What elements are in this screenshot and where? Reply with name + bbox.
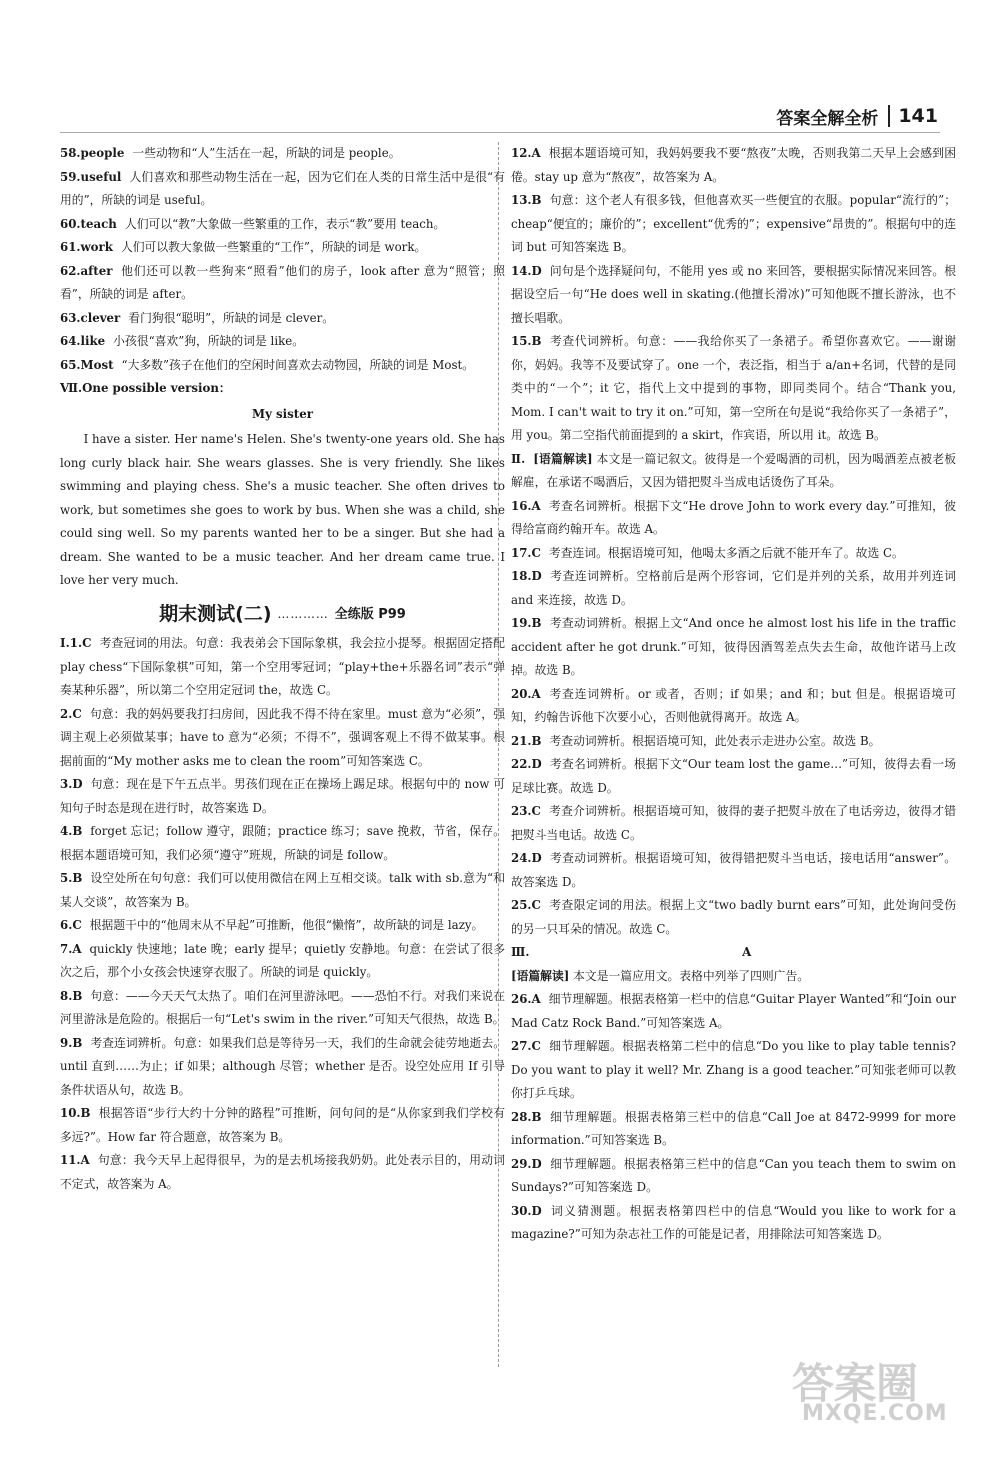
- answer-number: Ⅰ.1.C: [60, 636, 92, 650]
- answer-explanation: 考查动词辨析。根据语境可知，彼得错把熨斗当电话，接电话用“answer”。故答案选 D。: [511, 851, 956, 889]
- answer-entry: [511, 847, 956, 894]
- answer-entry: [60, 773, 505, 820]
- answer-explanation: 细节理解题。根据表格第二栏中的信息“Do you like to play table tennis? Do you want to play it well? Mr. Zhang is a good teacher.”可知张老师可以教你打乒乓球。: [511, 1039, 956, 1100]
- answer-explanation: 他们还可以教一些狗来“照看”他们的房子，look after 意为“照管；照看”，所缺的词是 after。: [60, 263, 505, 301]
- answer-number: 17.C: [511, 545, 541, 560]
- answer-explanation: 考查动词辨析。根据上文“And once he almost lost his life in the traffic accident after he got drunk.”可知，彼得因酒驾差点失去生命，故他许诺马上改掉。故选 B。: [511, 616, 956, 677]
- answer-entry: [511, 1106, 956, 1153]
- answer-entry: [60, 307, 505, 331]
- answer-explanation: 考查名词辨析。根据下文“He drove John to work every day.”可推知，彼得给富商约翰开车。故选 A。: [511, 498, 956, 536]
- page-header: [776, 96, 938, 136]
- answer-entry: [60, 236, 505, 260]
- answer-entry: [511, 330, 956, 448]
- answer-entry: [511, 988, 956, 1035]
- answer-explanation: 考查限定词的用法。根据上文“two badly burnt ears”可知，此处询问受伤的另一只耳朵的情况。故选 C。: [511, 898, 956, 936]
- answer-entry: [511, 1153, 956, 1200]
- exam-title-bar: [60, 603, 505, 627]
- answer-entry: [511, 1200, 956, 1247]
- answer-number: 27.C: [511, 1039, 541, 1053]
- passage-2-tag: [语篇解读]: [533, 451, 593, 466]
- answer-entry: [511, 1035, 956, 1106]
- answer-explanation: 考查连词辨析。空格前后是两个形容词，它们是并列的关系，故用并列连词 and 来连接，故选 D。: [511, 569, 956, 607]
- answer-number: 2.C: [60, 706, 82, 721]
- answer-explanation: 句意：这个老人有很多钱，但他喜欢买一些便宜的衣服。popular“流行的”；cheap“便宜的；廉价的”；excellent“优秀的”；expensive“昂贵的”。根据句中的连词 but 可知答案选 B。: [511, 193, 956, 254]
- answer-entry: [60, 820, 505, 867]
- writing-section-heading: Ⅶ.One possible version：: [60, 381, 231, 395]
- answer-explanation: 根据题干中的“他周末从不早起”可推断，他很“懒惰”，故所缺的词是 lazy。: [89, 918, 484, 932]
- answer-entry: [60, 914, 505, 938]
- answer-number: 9.B: [60, 1035, 83, 1050]
- answer-entry: [511, 565, 956, 612]
- answer-explanation: “大多数”孩子在他们的空闲时间喜欢去动物园，所缺的词是 Most。: [121, 357, 475, 372]
- answer-number: 26.A: [511, 992, 541, 1006]
- answer-number: 8.B: [60, 988, 83, 1003]
- answer-number: 64.like: [60, 334, 106, 348]
- answer-number: 19.B: [511, 616, 542, 630]
- essay-body: I have a sister. Her name's Helen. She's twenty-one years old. She has long curly black hair. She wears glasses. She is very friendly. She likes swimming and playing chess. She's a music teacher. She often drives to work, but sometimes she goes to work by bus. When she was a child, she could sing well. So my parents wanted her to be a singer. But she had a dream. She wanted to be a music teacher. And her dream came true. I love her very much.: [60, 432, 505, 587]
- answer-number: 25.C: [511, 898, 541, 912]
- right-column: [511, 142, 956, 1247]
- answer-entry: [60, 1032, 505, 1103]
- answer-entry: [511, 189, 956, 260]
- answer-entry: [60, 260, 505, 307]
- answer-explanation: 人们喜欢和那些动物生活在一起，因为它们在人类的日常生活中是很“有用的”，所缺的词是 useful。: [60, 169, 505, 207]
- answer-explanation: 看门狗很“聪明”，所缺的词是 clever。: [128, 310, 335, 325]
- answer-entry: [60, 867, 505, 914]
- answer-entry: [60, 703, 505, 774]
- answer-list-a: [511, 142, 956, 448]
- answer-explanation: 细节理解题。根据表格第三栏中的信息“Can you teach them to swim on Sundays?”可知答案选 D。: [511, 1156, 956, 1194]
- answer-explanation: 考查连词辨析。句意：如果我们总是等待另一天，我们的生命就会徒劳地逝去。until 直到……为止；if 如果；although 尽管；whether 是否。设空处应用 If 引导条件状语从句，故选 B。: [60, 1035, 505, 1097]
- answer-entry: [511, 495, 956, 542]
- answer-explanation: 细节理解题。根据表格第一栏中的信息“Guitar Player Wanted”和“Join our Mad Catz Rock Band.”可知答案选 A。: [511, 992, 956, 1030]
- answer-list-top: [60, 142, 505, 377]
- answer-number: 24.D: [511, 851, 542, 865]
- passage-3-text: 本文是一篇应用文。表格中列举了四则广告。: [573, 968, 810, 983]
- answer-number: 15.B: [511, 334, 542, 348]
- answer-number: 3.D: [60, 777, 83, 791]
- passage-3-tag: [语篇解读]: [511, 968, 570, 983]
- passage-3-heading: [511, 941, 956, 965]
- answer-number: 12.A: [511, 146, 541, 160]
- page-number: 141: [888, 105, 938, 127]
- answer-explanation: forget 忘记；follow 遵守，跟随；practice 练习；save 挽救，节省，保存。根据本题语境可知，我们必须“遵守”班规，所缺的词是 follow。: [60, 824, 505, 862]
- answer-entry: [60, 632, 505, 703]
- answer-explanation: 根据答语“步行大约十分钟的路程”可推断，问句问的是“从你家到我们学校有多远?”。How far 符合题意，故答案为 B。: [60, 1106, 505, 1144]
- answer-explanation: 细节理解题。根据表格第三栏中的信息“Call Joe at 8472-9999 for more information.”可知答案选 B。: [511, 1109, 956, 1147]
- answer-number: 4.B: [60, 824, 83, 838]
- answer-entry: [511, 260, 956, 331]
- answer-entry: [511, 612, 956, 683]
- answer-number: 62.after: [60, 263, 113, 278]
- answer-entry: [511, 894, 956, 941]
- answer-number: 60.teach: [60, 216, 117, 231]
- column-divider: [498, 142, 499, 1367]
- answer-explanation: 问句是个选择疑问句，不能用 yes 或 no 来回答，要根据实际情况来回答。根据设空后一句“He does well in skating.(他擅长滑冰)”可知他既不擅长游泳，也不擅长唱歌。: [511, 263, 956, 325]
- section-title: 答案全解全析: [776, 108, 879, 129]
- answer-list-bottom: [60, 632, 505, 1196]
- answer-entry: [511, 730, 956, 754]
- answer-entry: [60, 938, 505, 985]
- answer-explanation: 人们可以教大象做一些繁重的“工作”，所缺的词是 work。: [120, 240, 427, 254]
- answer-number: 6.C: [60, 918, 82, 932]
- answer-list-c: [511, 988, 956, 1247]
- answer-explanation: 句意：我的妈妈要我打扫房间，因此我不得不待在家里。must 意为“必须”，强调主观上必须做某事；have to 意为“必须；不得不”，强调客观上不得不做某事。根据前面的“My mother asks me to clean the room”可知答案选 C。: [60, 706, 505, 768]
- answer-number: 13.B: [511, 193, 542, 207]
- answer-number: 30.D: [511, 1203, 542, 1218]
- answer-number: 65.Most: [60, 357, 114, 372]
- answer-number: 59.useful: [60, 169, 122, 184]
- passage-3-label: Ⅲ.: [511, 945, 530, 959]
- answer-explanation: 词义猜测题。根据表格第四栏中的信息“Would you like to work for a magazine?”可知为杂志社工作的可能是记者，用排除法可知答案选 D。: [511, 1203, 956, 1241]
- answer-entry: [511, 800, 956, 847]
- answer-explanation: 考查连词。根据语境可知，他喝太多酒之后就不能开车了。故选 C。: [548, 545, 904, 560]
- answer-explanation: quickly 快速地；late 晚；early 提早；quietly 安静地。句意：在尝试了很多次之后，那个小女孩会快速穿衣服了。所缺的词是 quickly。: [60, 941, 505, 979]
- passage-3-letter: A: [742, 945, 752, 959]
- answer-explanation: 考查介词辨析。根据语境可知，彼得的妻子把熨斗放在了电话旁边，彼得才错把熨斗当电话。故选 C。: [511, 804, 956, 842]
- answer-entry: [60, 330, 505, 354]
- answer-number: 14.D: [511, 263, 542, 278]
- answer-number: 22.D: [511, 757, 542, 771]
- answer-explanation: 考查冠词的用法。句意：我表弟会下国际象棋，我会拉小提琴。根据固定搭配 play chess“下国际象棋”可知，第一个空用零冠词；“play+the+乐器名词”表示“弹奏某种乐器”，所以第二个空用定冠词 the，故选 C。: [60, 636, 505, 697]
- header-divider: [60, 132, 940, 133]
- answer-explanation: 句意：——今天天气太热了。咱们在河里游泳吧。——恐怕不行。对我们来说在河里游泳是危险的。根据后一句“Let's swim in the river.”可知天气很热，故选 B。: [60, 988, 505, 1026]
- answer-number: 28.B: [511, 1109, 542, 1124]
- answer-explanation: 设空处所在句句意：我们可以使用微信在网上互相交谈。talk with sb.意为“和某人交谈”，故答案为 B。: [60, 871, 505, 909]
- answer-explanation: 人们可以“教”大象做一些繁重的工作，表示“教”要用 teach。: [124, 216, 446, 231]
- left-column: [60, 142, 505, 1196]
- answer-number: 61.work: [60, 240, 113, 254]
- answer-entry: [60, 213, 505, 237]
- answer-explanation: 句意：我今天早上起得很早，为的是去机场接我奶奶。此处表示目的，用动词不定式，故答案为 A。: [60, 1153, 505, 1191]
- answer-explanation: 根据本题语境可知，我妈妈要我不要“熬夜”太晚，否则我第二天早上会感到困倦。stay up 意为“熬夜”，故答案为 A。: [511, 146, 956, 184]
- passage-3-intro: [511, 965, 956, 989]
- answer-entry: [60, 354, 505, 378]
- answer-entry: [60, 142, 505, 166]
- answer-entry: [511, 683, 956, 730]
- passage-2-label: Ⅱ.: [511, 451, 526, 466]
- answer-number: 10.B: [60, 1106, 91, 1120]
- watermark-logo: [752, 1351, 948, 1431]
- answer-explanation: 句意：现在是下午五点半。男孩们现在正在操场上踢足球。根据句中的 now 可知句子时态是现在进行时，故答案选 D。: [60, 777, 505, 815]
- answer-number: 63.clever: [60, 310, 121, 325]
- answer-entry: [60, 1102, 505, 1149]
- answer-number: 58.people: [60, 146, 125, 160]
- answer-number: 29.D: [511, 1156, 542, 1171]
- answer-entry: [60, 985, 505, 1032]
- answer-explanation: 一些动物和“人”生活在一起，所缺的词是 people。: [132, 146, 401, 160]
- answer-entry: [60, 1149, 505, 1196]
- answer-explanation: 考查连词辨析。or 或者，否则；if 如果；and 和；but 但是。根据语境可知，约翰告诉他下次要小心，否则他就得离开。故选 A。: [511, 686, 956, 724]
- exam-title-dots: …………: [277, 606, 329, 621]
- watermark-text: 答案圈: [792, 1359, 919, 1408]
- answer-entry: [60, 166, 505, 213]
- answer-list-b: [511, 495, 956, 942]
- passage-2-intro: [511, 448, 956, 495]
- answer-entry: [511, 142, 956, 189]
- answer-entry: [511, 753, 956, 800]
- answer-entry: [511, 542, 956, 566]
- passage-2-text: 本文是一篇记叙文。彼得是一个爱喝酒的司机，因为喝酒差点被老板解雇，在承诺不喝酒后，又因为错把熨斗当成电话烫伤了耳朵。: [511, 451, 956, 489]
- answer-number: 7.A: [60, 941, 82, 956]
- answer-number: 21.B: [511, 733, 542, 748]
- exam-title: 期末测试(二): [159, 602, 272, 625]
- answer-number: 18.D: [511, 569, 542, 583]
- answer-explanation: 考查名词辨析。根据下文“Our team lost the game…”可知，彼得去看一场足球比赛。故选 D。: [511, 757, 956, 795]
- answer-number: 11.A: [60, 1153, 90, 1167]
- watermark-url: MXQE.COM: [802, 1401, 948, 1426]
- answer-number: 5.B: [60, 871, 83, 885]
- answer-number: 16.A: [511, 498, 541, 513]
- answer-number: 20.A: [511, 686, 541, 701]
- exam-reference: 全练版 P99: [334, 606, 406, 622]
- essay-title: My sister: [252, 406, 313, 421]
- answer-explanation: 考查代词辨析。句意：——我给你买了一条裙子。希望你喜欢它。——谢谢你，妈妈。我等不及要试穿了。one 一个，表泛指，相当于 a/an+名词，代替的是同类中的“一个”；it 它，指代上文中提到的事物，即同类同个。结合“Thank you, Mom. I can't wait to try it on.”可知，第一空所在句是说“我给你买了一条裙子”，用 you。第二空指代前面提到的 a skirt，作宾语，所以用 it。故选 B。: [511, 334, 956, 442]
- answer-number: 23.C: [511, 804, 541, 818]
- answer-explanation: 考查动词辨析。根据语境可知，此处表示走进办公室。故选 B。: [549, 733, 881, 748]
- answer-explanation: 小孩很“喜欢”狗，所缺的词是 like。: [113, 334, 305, 348]
